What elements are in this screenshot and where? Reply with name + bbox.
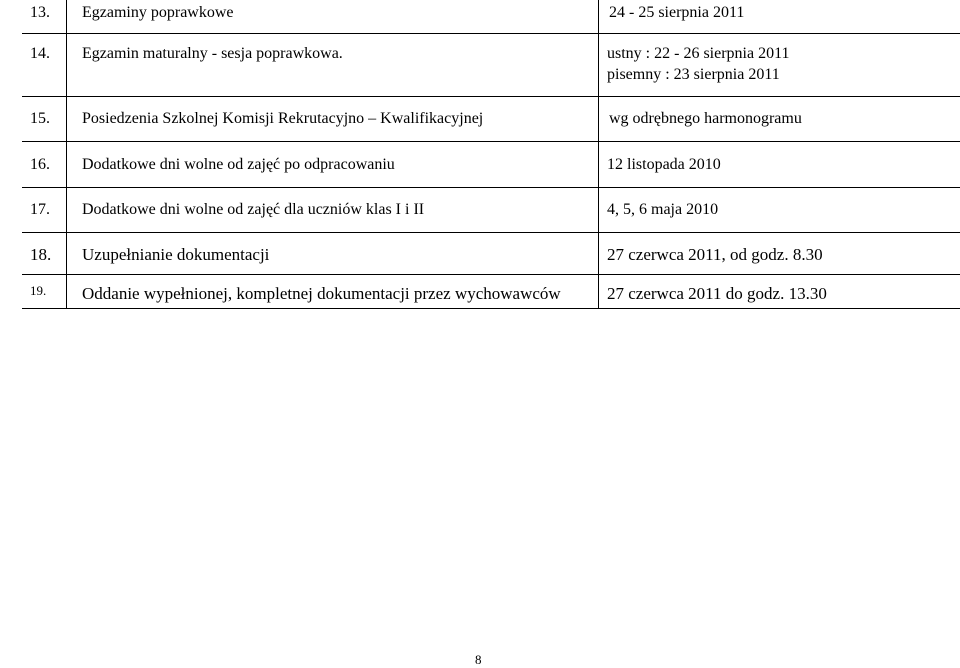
table-row bbox=[22, 233, 960, 275]
row-date: 27 czerwca 2011, od godz. 8.30 bbox=[607, 245, 823, 264]
row-number: 18. bbox=[30, 245, 52, 264]
row-date: 4, 5, 6 maja 2010 bbox=[607, 201, 719, 218]
table-row bbox=[22, 34, 960, 97]
table-row bbox=[22, 275, 960, 309]
row-number: 19. bbox=[30, 283, 47, 298]
table-row bbox=[22, 142, 960, 188]
row-description: Egzaminy poprawkowe bbox=[82, 4, 234, 21]
schedule-table bbox=[22, 0, 960, 309]
row-date: 12 listopada 2010 bbox=[607, 156, 721, 173]
row-description: Posiedzenia Szkolnej Komisji Rekrutacyjno – Kwalifikacyjnej bbox=[82, 110, 484, 127]
row-number: 14. bbox=[30, 45, 50, 62]
row-date: 24 - 25 sierpnia 2011 bbox=[609, 4, 745, 21]
row-description: Dodatkowe dni wolne od zajęć dla uczniów klas I i II bbox=[82, 201, 425, 218]
row-date-line2: pisemny : 23 sierpnia 2011 bbox=[607, 66, 780, 83]
row-date-line1: ustny : 22 - 26 sierpnia 2011 bbox=[607, 45, 790, 62]
row-description: Oddanie wypełnionej, kompletnej dokumentacji przez wychowawców bbox=[82, 284, 561, 303]
row-description: Egzamin maturalny - sesja poprawkowa. bbox=[82, 45, 343, 62]
row-date: 27 czerwca 2011 do godz. 13.30 bbox=[607, 284, 827, 303]
table-row bbox=[22, 0, 960, 34]
row-number: 16. bbox=[30, 156, 50, 173]
row-number: 15. bbox=[30, 110, 50, 127]
table-row bbox=[22, 97, 960, 142]
row-number: 13. bbox=[30, 4, 50, 21]
row-date: wg odrębnego harmonogramu bbox=[609, 110, 802, 127]
row-number: 17. bbox=[30, 201, 50, 218]
page-number: 8 bbox=[475, 652, 482, 667]
row-description: Uzupełnianie dokumentacji bbox=[82, 245, 270, 264]
row-description: Dodatkowe dni wolne od zajęć po odpracowaniu bbox=[82, 156, 395, 173]
table-row bbox=[22, 188, 960, 233]
